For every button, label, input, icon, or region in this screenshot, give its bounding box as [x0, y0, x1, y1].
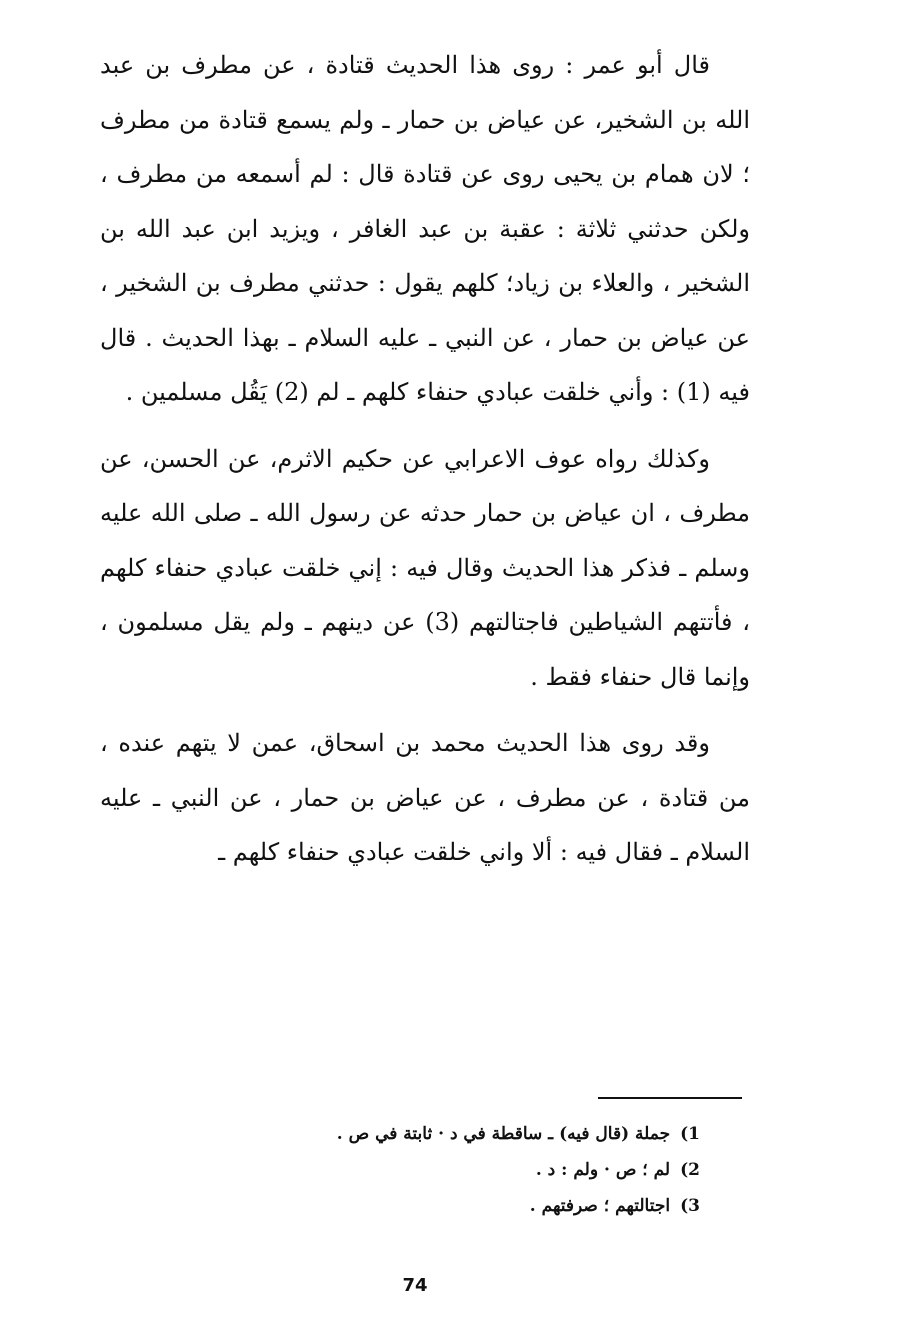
footnote-text: جملة (قال فيه) ـ ساقطة في د · ثابتة في ص .: [336, 1124, 671, 1144]
paragraph-3: وقد روى هذا الحديث محمد بن اسحاق، عمن لا يتهم عنده ، من قتادة ، عن مطرف ، عن عياض بن حمار ، عن النبي ـ عليه السلام ـ فقال فيه : ألا واني خلقت عبادي حنفاء كلهم ـ: [100, 729, 750, 866]
footnote-number: 3): [680, 1196, 700, 1216]
footnote-3: [200, 1188, 700, 1224]
footnote-1: [200, 1116, 700, 1152]
footnote-2: [200, 1152, 700, 1188]
footnote-number: 1): [680, 1124, 700, 1144]
page-number: 74: [402, 1275, 428, 1296]
footnote-separator: [598, 1097, 742, 1099]
footnote-number: 2): [680, 1160, 700, 1180]
footnote-text: لم ؛ ص · ولم : د .: [535, 1160, 671, 1180]
main-text: [100, 38, 750, 880]
paragraph-1: قال أبو عمر : روى هذا الحديث قتادة ، عن مطرف بن عبد الله بن الشخير، عن عياض بن حمار ـ ولم يسمع قتادة من مطرف ؛ لان همام بن يحيى روى عن قتادة قال : لم أسمعه من مطرف ، ولكن حدثني ثلاثة : عقبة بن عبد الغافر ، ويزيد ابن عبد الله بن الشخير ، والعلاء بن زياد؛ كلهم يقول : حدثني مطرف بن الشخير ، عن عياض بن حمار ، عن النبي ـ عليه السلام ـ بهذا الحديث . قال فيه (1) : وأني خلقت عبادي حنفاء كلهم ـ لم (2) يَقُل مسلمين .: [100, 51, 750, 406]
paragraph-2: وكذلك رواه عوف الاعرابي عن حكيم الاثرم، عن الحسن، عن مطرف ، ان عياض بن حمار حدثه عن رسول الله ـ صلى الله عليه وسلم ـ فذكر هذا الحديث وقال فيه : إني خلقت عبادي حنفاء كلهم ، فأتتهم الشياطين فاجتالتهم (3) عن دينهم ـ ولم يقل مسلمون ، وإنما قال حنفاء فقط .: [100, 444, 750, 691]
footnote-text: اجتالتهم ؛ صرفتهم .: [529, 1196, 671, 1216]
footnotes-list: [200, 1116, 700, 1224]
